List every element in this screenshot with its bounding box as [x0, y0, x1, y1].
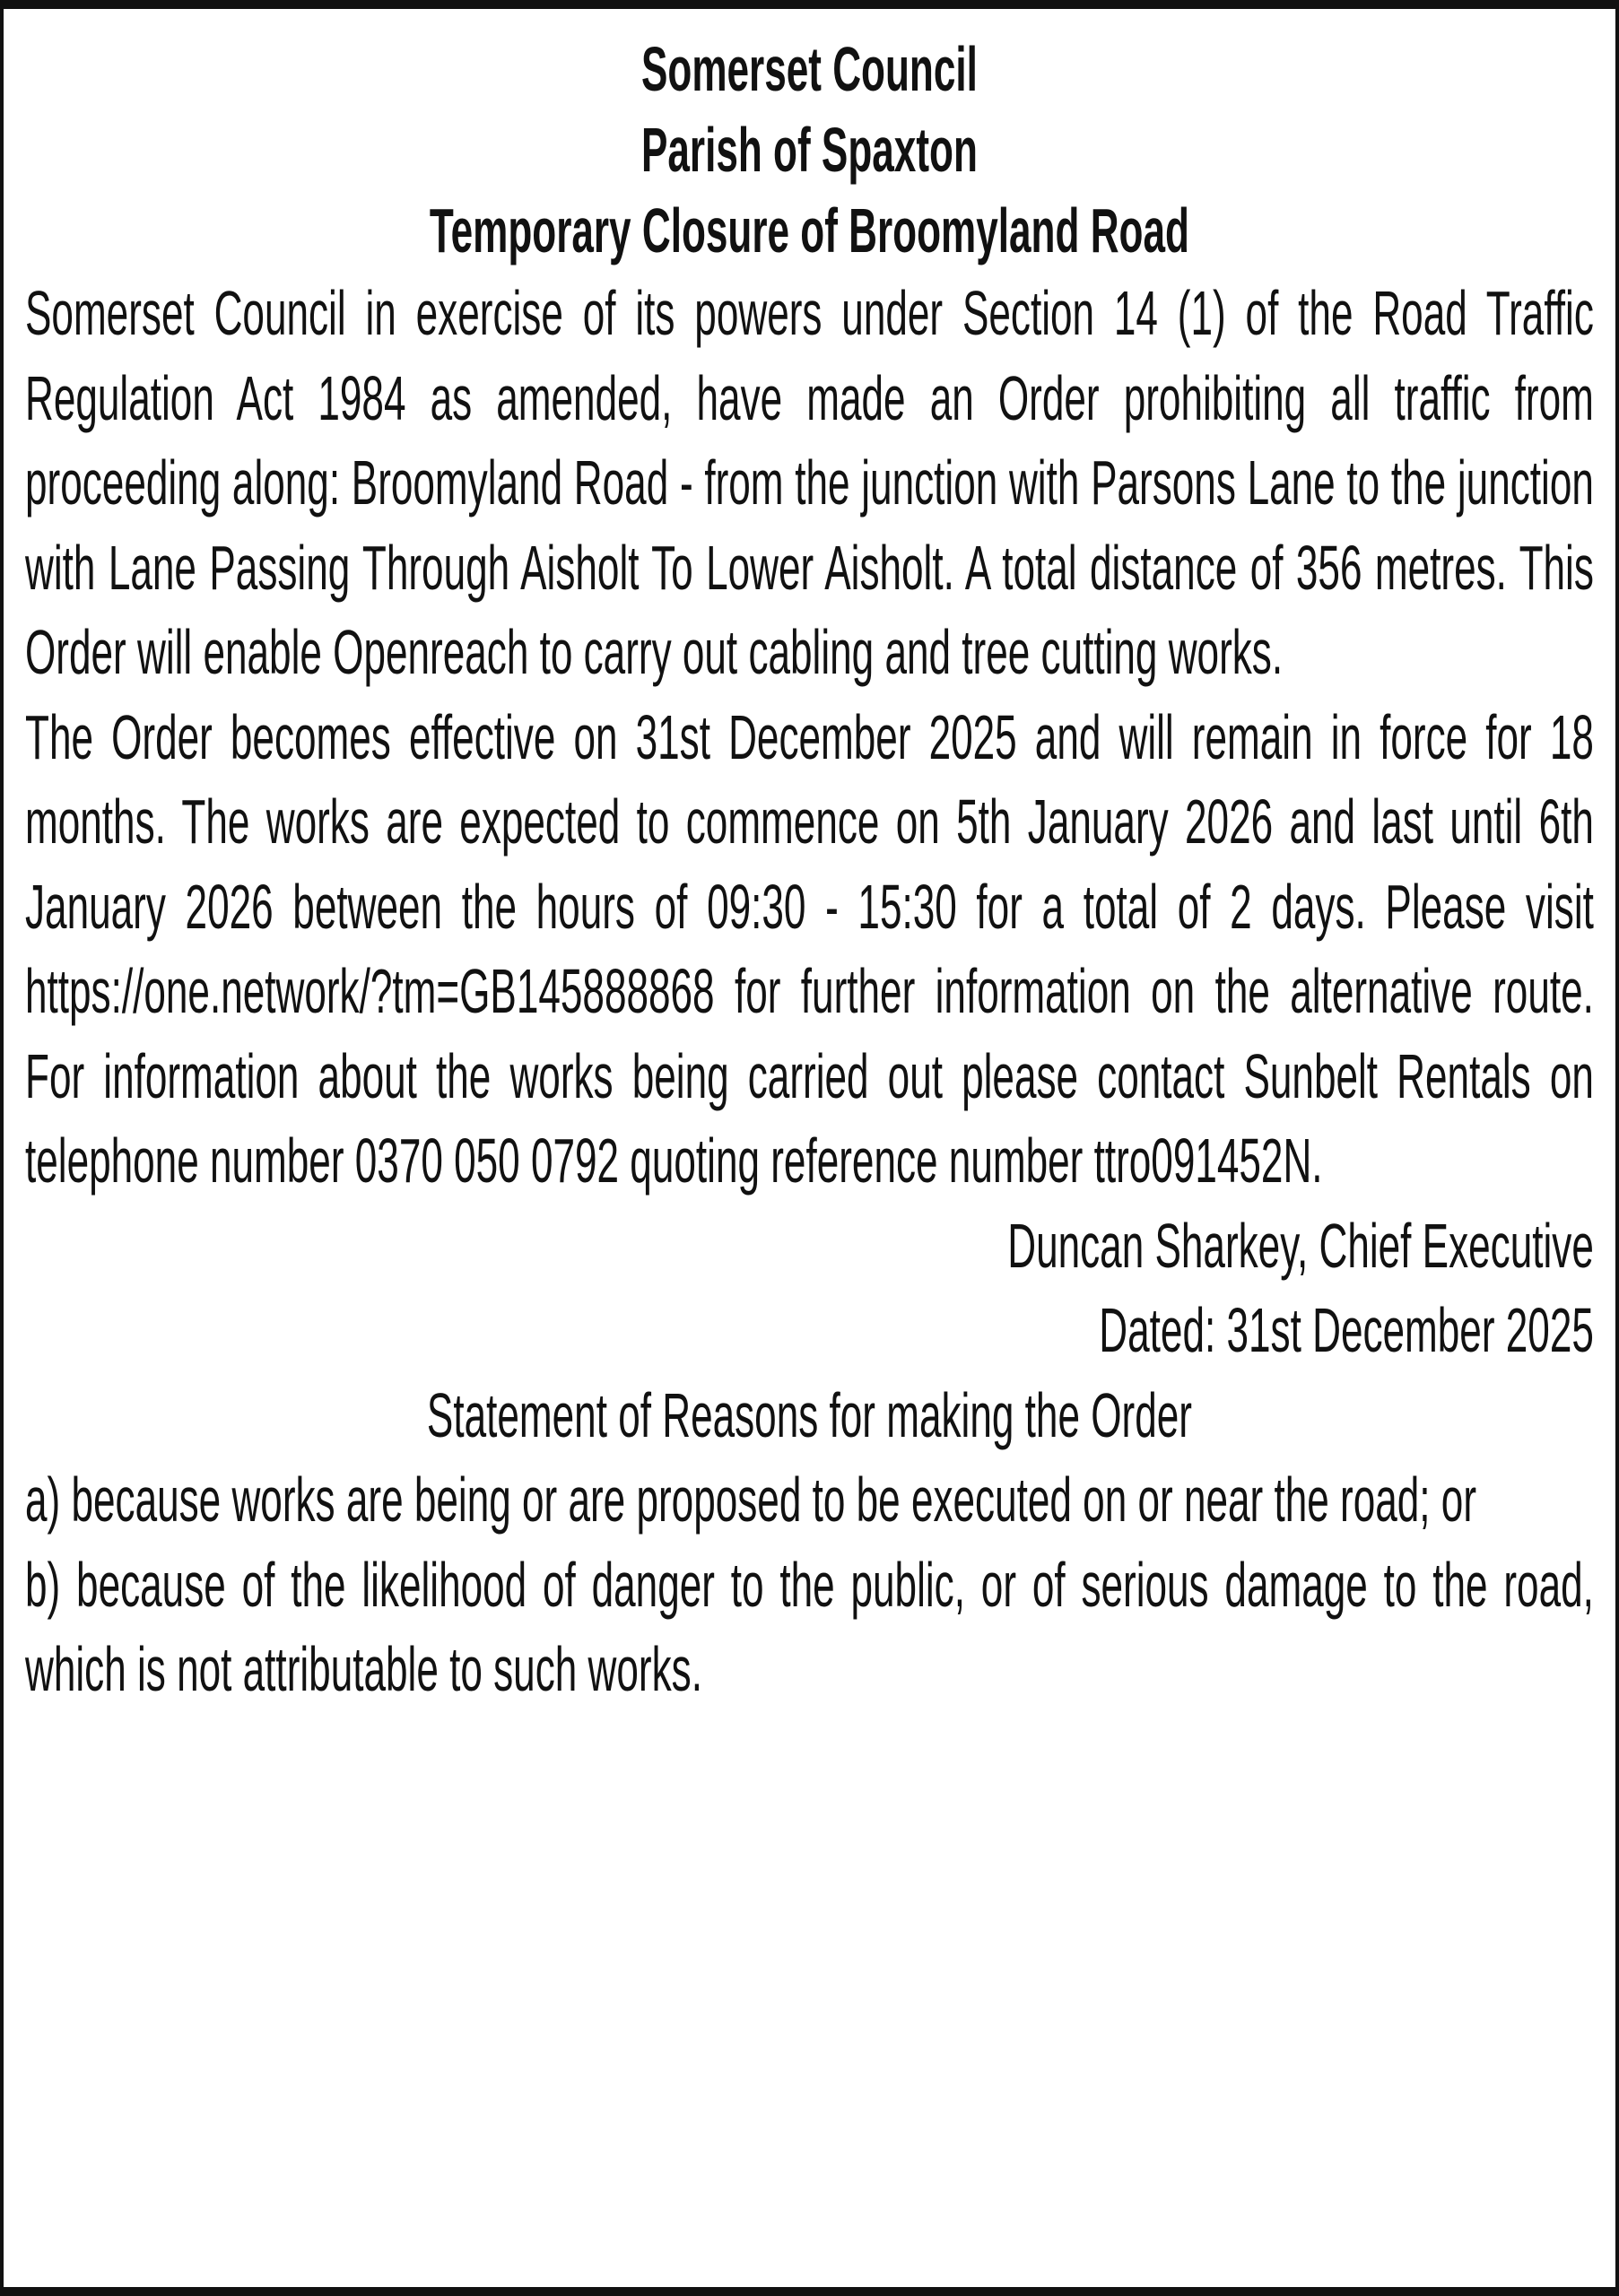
- council-name: Somerset Council: [640, 34, 978, 104]
- order-paragraph: Somerset Council in exercise of its powers under Section 14 (1) of the Road Traffic Regulation Act 1984 as amended, have made an Order prohibiting all traffic from proceeding along: Broomyland Road - from the junction with Parsons Lane to the junction with Lane Passing Through Aisholt To Lower Aisholt. A total distance of 356 metres. This Order will enable Openreach to carry out cabling and tree cutting works.: [25, 278, 1594, 687]
- effective-paragraph: The Order becomes effective on 31st December 2025 and will remain in force for 18 months. The works are expected to commence on 5th January 2026 and last until 6th January 2026 between the hours of 09:30 - 15:30 for a total of 2 days. Please visit https://one.network/?tm=GB145888868 for further information on the alternative route. For information about the works being carried out please contact Sunbelt Rentals on telephone number 0370 050 0792 quoting reference number ttro091452N.: [25, 701, 1594, 1196]
- reason-b: b) because of the likelihood of danger to the public, or of serious damage to the road, which is not attributable to such works.: [25, 1549, 1594, 1704]
- reason-a: a) because works are being or are proposed to be executed on or near the road; or: [25, 1465, 1477, 1535]
- notice-text-block: [25, 29, 1594, 1712]
- public-notice: [25, 29, 1594, 1712]
- date-line: Dated: 31st December 2025: [1099, 1295, 1594, 1365]
- notice-title: Temporary Closure of Broomyland Road: [429, 196, 1189, 265]
- parish-name: Parish of Spaxton: [640, 115, 978, 185]
- reasons-title: Statement of Reasons for making the Order: [426, 1379, 1192, 1450]
- signatory: Duncan Sharkey, Chief Executive: [1007, 1210, 1594, 1281]
